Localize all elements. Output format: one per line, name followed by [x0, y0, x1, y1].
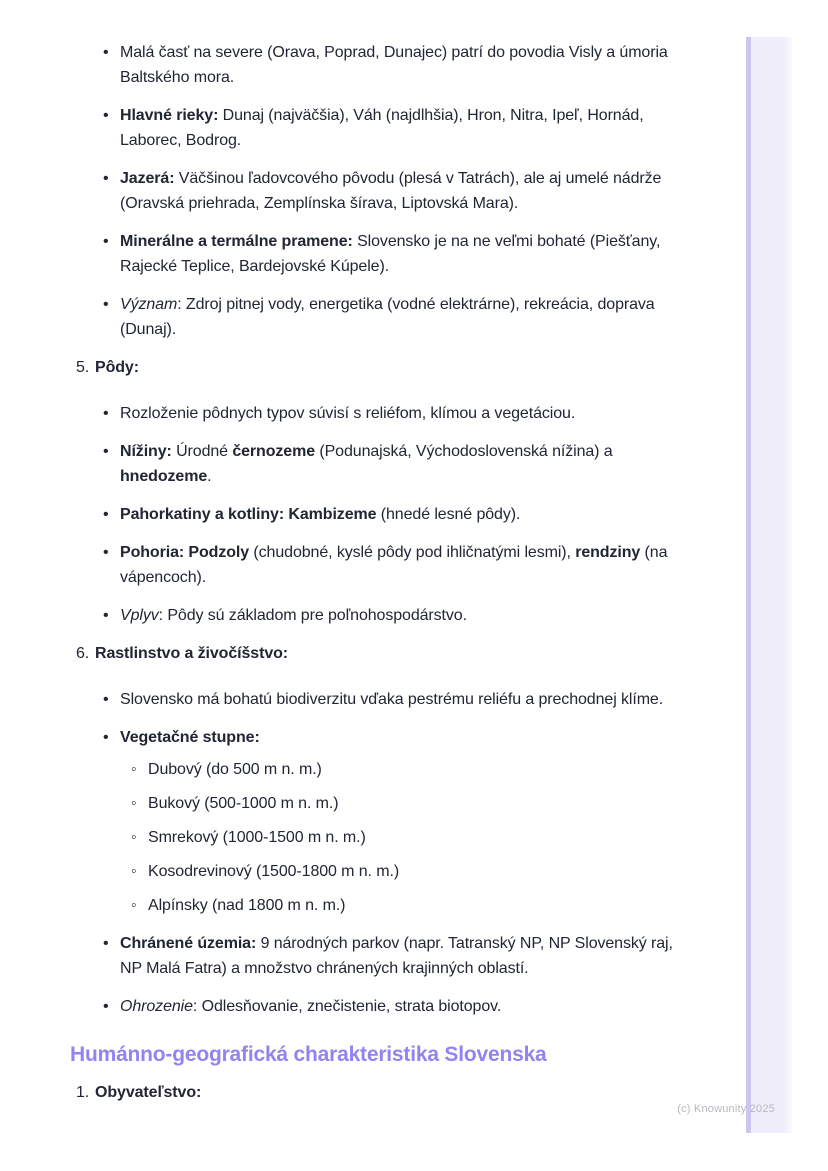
list-item [103, 103, 676, 153]
numbered-item-marker: 1. [76, 1084, 90, 1101]
numbered-item-text [95, 641, 288, 666]
text-run-bold: Nížiny: [120, 443, 172, 460]
list-item [103, 166, 676, 216]
list-item [103, 931, 676, 981]
text-run: Rozloženie pôdnych typov súvisí s reliéfom, klímou a vegetáciou. [120, 405, 576, 422]
numbered-item-text [95, 355, 139, 380]
list-item [103, 401, 676, 426]
numbered-item [76, 1080, 676, 1105]
text-run: (Podunajská, Východoslovenská nížina) a [315, 443, 613, 460]
text-run: Alpínsky (nad 1800 m n. m.) [148, 897, 346, 914]
section-heading: Humánno-geografická charakteristika Slovenska [70, 1043, 547, 1066]
text-run: : Pôdy sú základom pre poľnohospodárstvo. [158, 607, 467, 624]
sub-list-item [131, 859, 676, 884]
text-run-bold: Pohoria: Podzoly [120, 544, 250, 561]
text-run: 9 národných parkov (napr. Tatranský NP, NP Slovenský raj, NP Malá Fatra) a množstvo chránených krajinných oblastí. [120, 935, 673, 977]
text-run: (chudobné, kyslé pôdy pod ihličnatými lesmi), [249, 544, 576, 561]
text-run: Dunaj (najväčšia), Váh (najdlhšia), Hron, Nitra, Ipeľ, Hornád, Laborec, Bodrog. [120, 107, 644, 149]
list-item [103, 229, 676, 279]
text-run-bold: Chránené územia: [120, 935, 257, 952]
sub-list-item [131, 893, 676, 918]
sub-list [131, 757, 676, 918]
sub-list-item [131, 757, 676, 782]
text-run: Úrodné [171, 443, 233, 460]
text-run-italic: Význam [120, 296, 178, 313]
text-run-bold: Minerálne a termálne pramene: [120, 233, 353, 250]
text-run-bold: Pôdy: [95, 359, 139, 376]
text-run-bold: Hlavné rieky: [120, 107, 219, 124]
list-item [103, 687, 676, 712]
text-run: Kosodrevinový (1500-1800 m n. m.) [148, 863, 400, 880]
list-item [103, 994, 676, 1019]
text-run: . [207, 468, 212, 485]
text-run: Dubový (do 500 m n. m.) [148, 761, 322, 778]
list-item [103, 603, 676, 628]
list-item [103, 40, 676, 90]
text-run-bold: Pahorkatiny a kotliny: Kambizeme [120, 506, 377, 523]
text-run-italic: Ohrozenie [120, 998, 193, 1015]
text-run-italic: Vplyv [120, 607, 159, 624]
text-run-bold: Jazerá: [120, 170, 175, 187]
text-run: (hnedé lesné pôdy). [376, 506, 521, 523]
numbered-item [76, 355, 676, 380]
text-run: Slovensko má bohatú biodiverzitu vďaka pestrému reliéfu a prechodnej klíme. [120, 691, 664, 708]
bullet-list [103, 687, 676, 1019]
sub-list-item [131, 791, 676, 816]
list-item [103, 439, 676, 489]
list-item [103, 540, 676, 590]
list-item [103, 292, 676, 342]
list-item [103, 725, 676, 918]
sub-list-item [131, 825, 676, 850]
bullet-list [103, 401, 676, 628]
bullet-list [103, 40, 676, 342]
numbered-item-text [95, 1080, 201, 1105]
text-run: : Zdroj pitnej vody, energetika (vodné elektrárne), rekreácia, doprava (Dunaj). [120, 296, 655, 338]
text-run: Slovensko je na ne veľmi bohaté (Piešťany, Rajecké Teplice, Bardejovské Kúpele). [120, 233, 661, 275]
text-run-bold: Rastlinstvo a živočíšstvo: [95, 645, 289, 662]
text-run-bold: hnedozeme [120, 468, 208, 485]
text-run-bold: černozeme [232, 443, 316, 460]
text-run-bold: Vegetačné stupne: [120, 729, 260, 746]
text-run: : Odlesňovanie, znečistenie, strata biotopov. [192, 998, 502, 1015]
numbered-item-marker: 5. [76, 359, 90, 376]
document-content [70, 40, 676, 1126]
text-run: Väčšinou ľadovcového pôvodu (plesá v Tatrách), ale aj umelé nádrže (Oravská priehrada, Zemplínska šírava, Liptovská Mara). [120, 170, 662, 212]
footer-credit: (c) Knowunity 2025 [677, 1103, 775, 1115]
text-run: Malá časť na severe (Orava, Poprad, Dunajec) patrí do povodia Visly a úmoria Baltského mora. [120, 44, 668, 86]
numbered-item-marker: 6. [76, 645, 90, 662]
list-item [103, 502, 676, 527]
numbered-item [76, 641, 676, 666]
text-run-bold: Obyvateľstvo: [95, 1084, 202, 1101]
text-run: (na vápencoch). [120, 544, 668, 586]
text-run-bold: rendziny [575, 544, 641, 561]
text-run: Smrekový (1000-1500 m n. m.) [148, 829, 366, 846]
page-edge-strip [746, 37, 792, 1133]
text-run: Bukový (500-1000 m n. m.) [148, 795, 339, 812]
